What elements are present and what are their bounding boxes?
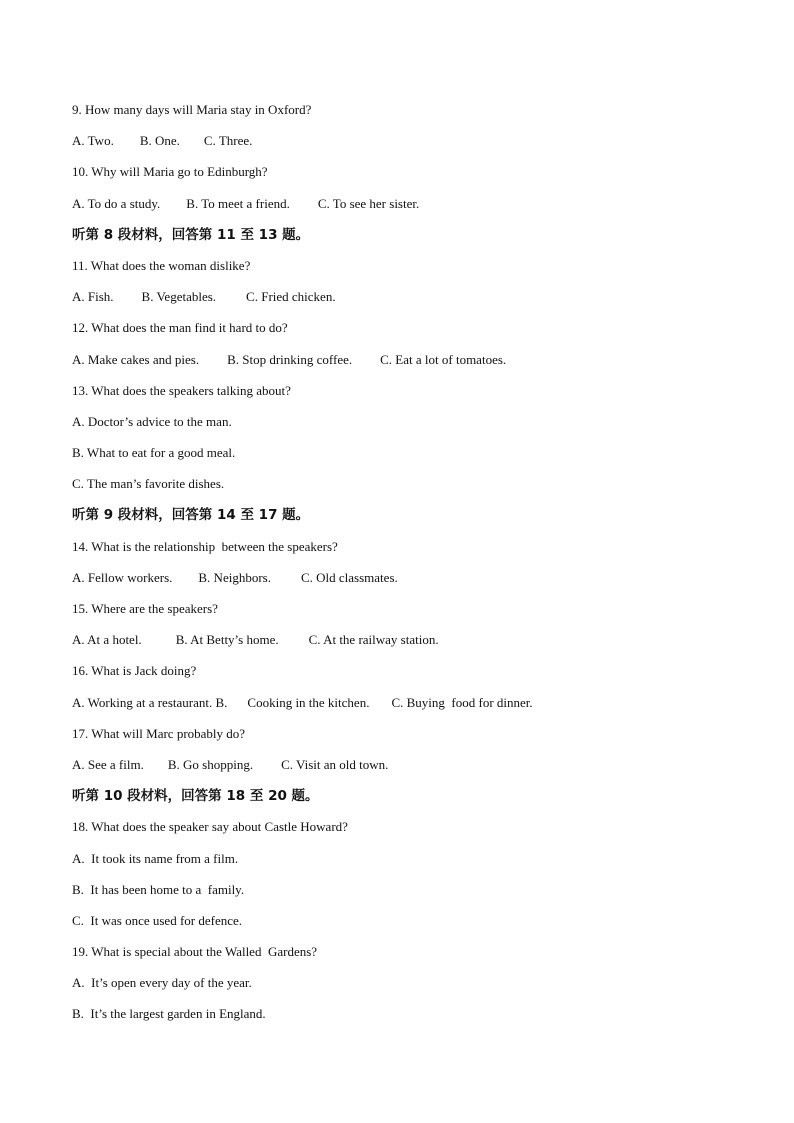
answer-option: B. Stop drinking coffee. xyxy=(227,351,353,367)
answer-option: B. Go shopping. xyxy=(167,756,254,772)
answer-options xyxy=(72,693,732,713)
answer-options xyxy=(72,131,732,151)
question-text: 19. What is special about the Walled Gardens? xyxy=(72,944,318,960)
answer-options xyxy=(72,350,732,370)
answer-option: A. At a hotel. xyxy=(72,632,142,648)
answer-options xyxy=(72,568,732,588)
question-text: 17. What will Marc probably do? xyxy=(72,725,246,741)
answer-options xyxy=(72,287,732,307)
question-text: 14. What is the relationship between the speakers? xyxy=(72,538,338,554)
answer-option: B. At Betty’s home. xyxy=(175,632,279,648)
question-text: B. What to eat for a good meal. xyxy=(72,445,236,461)
answer-options xyxy=(72,755,732,775)
answer-option: A. Fish. xyxy=(72,289,114,305)
question-text: 13. What does the speakers talking about? xyxy=(72,382,291,398)
question-text: 9. How many days will Maria stay in Oxford? xyxy=(72,102,312,117)
question-text: A. It took its name from a film. xyxy=(72,850,239,866)
answer-option: C. Eat a lot of tomatoes. xyxy=(380,351,507,367)
question-text: 10. Why will Maria go to Edinburgh? xyxy=(72,164,268,180)
question-text: 18. What does the speaker say about Castle Howard? xyxy=(72,819,348,835)
question-text: B. It has been home to a family. xyxy=(72,881,245,897)
answer-option: C. At the railway station. xyxy=(308,632,439,648)
question-text: C. The man’s favorite dishes. xyxy=(72,476,225,492)
question-text: 12. What does the man find it hard to do? xyxy=(72,320,288,336)
answer-option: Cooking in the kitchen. xyxy=(247,694,370,710)
answer-option: C. Visit an old town. xyxy=(281,756,389,772)
question-text: C. It was once used for defence. xyxy=(72,912,243,928)
question-text: 11. What does the woman dislike? xyxy=(72,257,251,273)
exam-page xyxy=(72,100,732,1036)
answer-option: B. Neighbors. xyxy=(198,569,271,585)
answer-option: C. Three. xyxy=(203,133,253,149)
answer-option: B. One. xyxy=(139,133,180,149)
answer-option: A. To do a study. xyxy=(72,195,161,211)
section-heading: 听第 8 段材料，回答第 11 至 13 题。 xyxy=(72,226,310,243)
answer-option: A. Make cakes and pies. xyxy=(72,351,200,367)
answer-option: C. Old classmates. xyxy=(300,569,398,585)
section-heading: 听第 9 段材料，回答第 14 至 17 题。 xyxy=(72,507,310,524)
answer-options xyxy=(72,194,732,214)
answer-option: B. To meet a friend. xyxy=(186,195,290,211)
question-text: 16. What is Jack doing? xyxy=(72,663,197,679)
answer-option: A. Fellow workers. xyxy=(72,569,173,585)
question-text: 15. Where are the speakers? xyxy=(72,601,218,616)
question-text: A. Doctor’s advice to the man. xyxy=(72,413,232,429)
answer-option: A. Working at a restaurant. B. xyxy=(72,694,228,710)
section-heading: 听第 10 段材料，回答第 18 至 20 题。 xyxy=(72,788,319,805)
question-text: A. It’s open every day of the year. xyxy=(72,975,252,991)
answer-option: B. Vegetables. xyxy=(141,289,217,305)
answer-option: A. Two. xyxy=(72,133,114,149)
answer-option: C. To see her sister. xyxy=(317,195,420,211)
answer-options xyxy=(72,630,732,650)
answer-option: C. Fried chicken. xyxy=(246,289,336,305)
answer-option: C. Buying food for dinner. xyxy=(391,694,533,710)
question-text: B. It’s the largest garden in England. xyxy=(72,1006,266,1022)
answer-option: A. See a film. xyxy=(72,756,144,772)
